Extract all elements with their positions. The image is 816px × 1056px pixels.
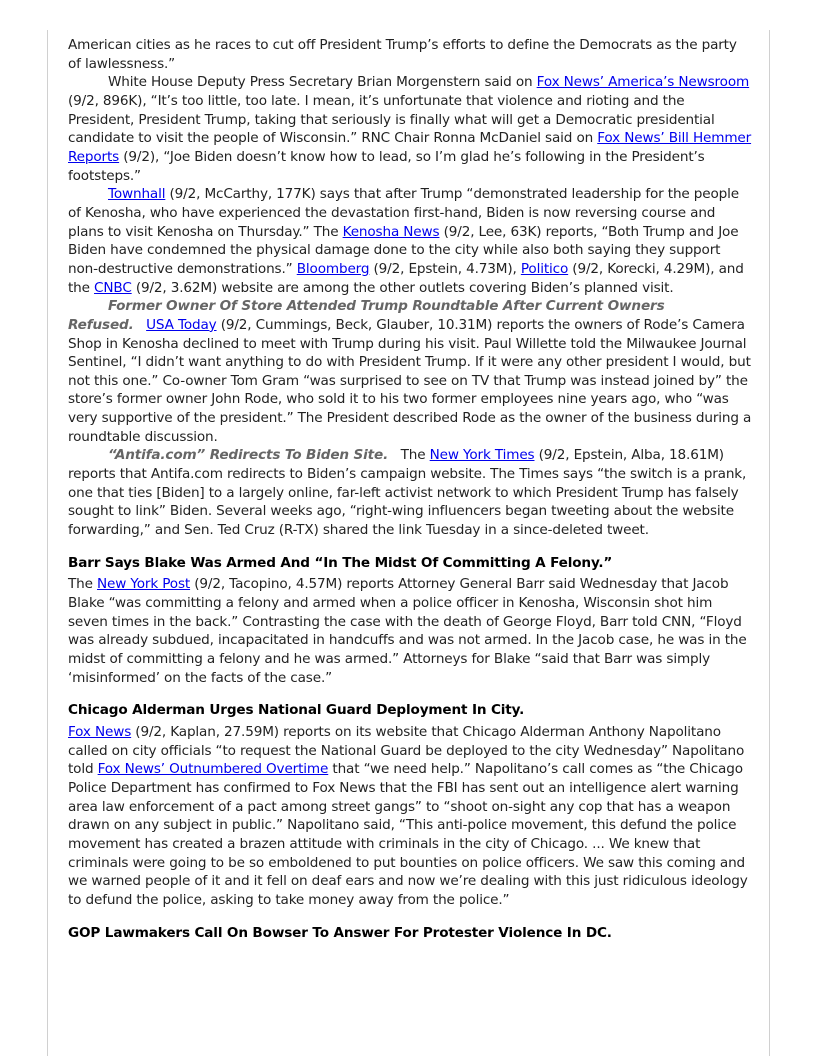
section-heading: [68, 924, 752, 943]
paragraph-text: White House Deputy Press Secretary Brian Morgenstern said on: [108, 74, 537, 91]
paragraph-text: (9/2, Tacopino, 4.57M) reports Attorney General Barr said Wednesday that Jacob Blake “was committing a felony and armed when a police officer in Kenosha, Wisconsin shot him seven times in the back.” Contrasting the case with the death of George Floyd, Barr told CNN, “Floyd was already subdued, incapacitated in handcuffs and was not armed. In the Jacob case, he was in the midst of committing a felony and he was armed.” Attorneys for Blake “said that Barr was simply ‘misinformed’ on the facts of the case.”: [68, 576, 747, 686]
paragraph: [68, 446, 752, 539]
source-link[interactable]: USA Today: [146, 316, 217, 333]
paragraph-text: (9/2, Cummings, Beck, Glauber, 10.31M) reports the owners of Rode’s Camera Shop in Kenosha declined to meet with Trump during his visit. Paul Willette told the Milwaukee Journal Sentinel, “I didn’t want anything to do with President Trump. If it were any other president I would, but not this one.” Co-owner Tom Gram “was surprised to see on TV that Trump was instead joined by” the store’s former owner John Rode, who sold it to his two former employees nine years ago, who “was very supportive of the president.” The President described Rode as the owner of the business during a roundtable discussion.: [68, 316, 752, 445]
paragraph: [68, 73, 752, 185]
source-link[interactable]: New York Post: [97, 576, 191, 593]
document-page: [47, 30, 770, 1056]
lead-in-headline: “Antifa.com” Redirects To Biden Site.: [108, 447, 389, 464]
section-heading: [68, 554, 752, 573]
source-link[interactable]: Fox News: [68, 723, 132, 740]
article-body: [68, 36, 752, 945]
paragraph-text: (9/2, Epstein, Alba, 18.61M) reports that Antifa.com redirects to Biden’s campaign website. The Times says “the switch is a prank, one that ties [Biden] to a largely online, far-left activist network to which President Trump has falsely sought to link” Biden. Several weeks ago, “right-wing influencers began tweeting about the website forwarding,” and Sen. Ted Cruz (R-TX) shared the link Tuesday in a since-deleted tweet.: [68, 447, 747, 539]
paragraph: [68, 723, 752, 910]
lead-in-headline: Former Owner Of Store Attended Trump Roundtable After Current Owners Refused.: [68, 298, 665, 333]
source-link[interactable]: Politico: [520, 260, 569, 277]
source-link[interactable]: Bloomberg: [296, 260, 370, 277]
source-link[interactable]: Kenosha News: [342, 223, 440, 240]
paragraph-text: [134, 317, 147, 333]
source-link[interactable]: New York Times: [429, 447, 535, 464]
paragraph-text: American cities as he races to cut off President Trump’s efforts to define the Democrats as the party of lawlessness.”: [68, 37, 737, 72]
paragraph-text: (9/2), “Joe Biden doesn’t know how to lead, so I’m glad he’s following in the President’s footsteps.”: [68, 148, 705, 184]
paragraph-text: (9/2, Lee, 63K) reports, “Both Trump and Joe Biden have condemned the physical damage done to the city while also both saying they support non-destructive demonstrations.”: [68, 223, 739, 277]
source-link[interactable]: Fox News’ America’s Newsroom: [536, 74, 750, 91]
source-link[interactable]: Fox News’ Bill Hemmer Reports: [68, 130, 752, 165]
heading-text: Barr Says Blake Was Armed And “In The Midst Of Committing A Felony.”: [68, 554, 613, 571]
paragraph: [68, 575, 752, 687]
heading-text: Chicago Alderman Urges National Guard Deployment In City.: [68, 702, 525, 719]
source-link[interactable]: Townhall: [108, 186, 166, 203]
source-link[interactable]: Fox News’ Outnumbered Overtime: [97, 761, 329, 778]
paragraph-text: (9/2, Kaplan, 27.59M) reports on its website that Chicago Alderman Anthony Napolitano called on city officials “to request the National Guard be deployed to the city Wednesday” Napolitano told: [68, 723, 745, 778]
paragraph-text: (9/2, Epstein, 4.73M),: [369, 260, 521, 277]
paragraph-text: (9/2, 896K), “It’s too little, too late. I mean, it’s unfortunate that violence and rioting and the President, President Trump, taking that seriously is finally what will get a Democratic presidential candidate to visit the people of Wisconsin.” RNC Chair Ronna McDaniel said on: [68, 92, 715, 147]
paragraph-text: The: [68, 576, 98, 593]
paragraph-text: (9/2, 3.62M) website are among the other outlets covering Biden’s planned visit.: [131, 279, 674, 296]
source-link[interactable]: CNBC: [94, 279, 132, 296]
paragraph-text: The: [388, 447, 430, 464]
paragraph: [68, 36, 752, 73]
heading-text: GOP Lawmakers Call On Bowser To Answer For Protester Violence In DC.: [68, 924, 612, 941]
paragraph: [68, 185, 752, 297]
section-heading: [68, 701, 752, 720]
paragraph-text: that “we need help.” Napolitano’s call comes as “the Chicago Police Department has confirmed to Fox News that the FBI has sent out an intelligence alert warning area law enforcement of a pact among street gangs” to “shoot on-sight any cop that has a weapon drawn on any subject in public.” Napolitano said, “This anti-police movement, this defund the police movement has created a brazen attitude with criminals in the city of Chicago. ... We knew that criminals were going to be so emboldened to put bounties on police officers. We saw this coming and we warned people of it and it fell on deaf ears and now we’re dealing with this just ridiculous ideology to defund the police, asking to take money away from the police.”: [68, 761, 748, 908]
paragraph-text: (9/2, Korecki, 4.29M), and the: [68, 260, 744, 296]
paragraph: [68, 297, 752, 446]
paragraph-text: (9/2, McCarthy, 177K) says that after Trump “demonstrated leadership for the people of Kenosha, who have experienced the devastation first-hand, Biden is now reversing course and plans to visit Kenosha on Thursday.” The: [68, 186, 739, 240]
